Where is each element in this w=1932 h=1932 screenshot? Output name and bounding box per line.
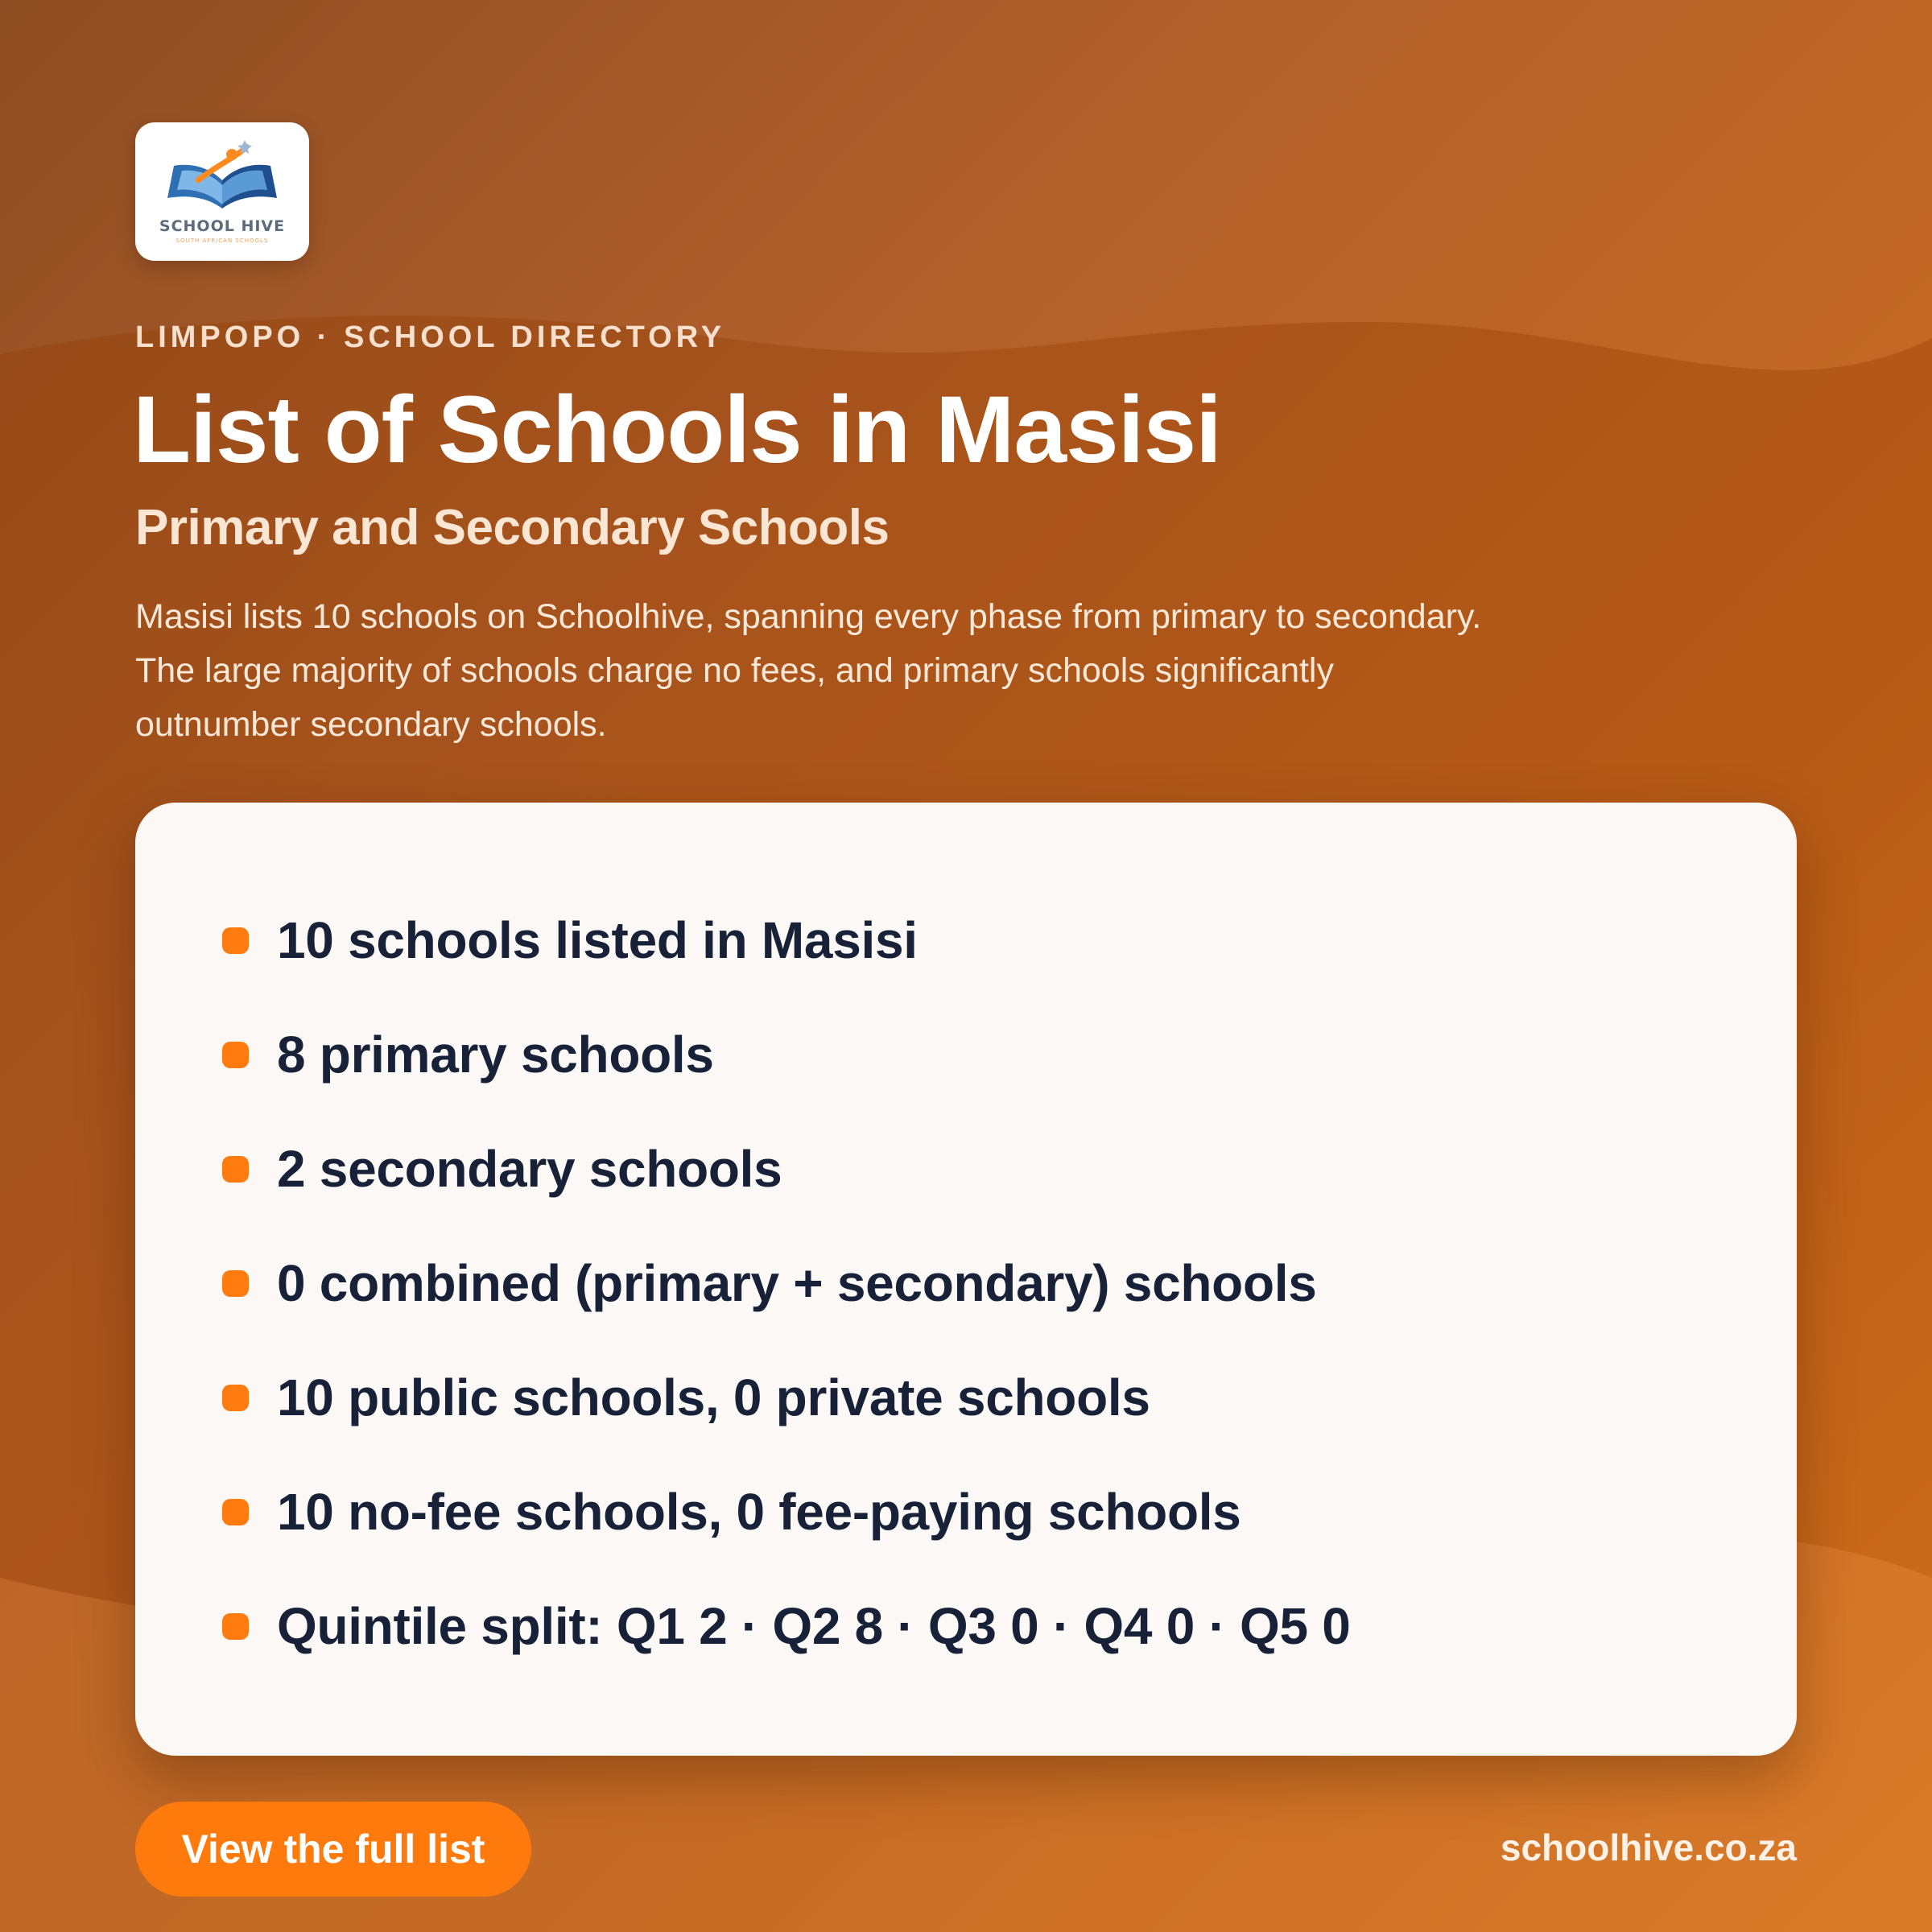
page-description: Masisi lists 10 schools on Schoolhive, spanning every phase from primary to secondary. The large majority of schools charge no fees, and primary schools significantly outnumber secondary schools. xyxy=(135,597,1482,744)
logo-wordmark: SCHOOL HIVE xyxy=(159,217,286,235)
open-book-icon xyxy=(150,132,295,221)
fact-text: Quintile split: Q1 2 · Q2 8 · Q3 0 · Q4 0 · Q5 0 xyxy=(277,1597,1351,1655)
page-subtitle: Primary and Secondary Schools xyxy=(135,500,890,555)
site-url: schoolhive.co.za xyxy=(1500,1827,1797,1868)
page-title: List of Schools in Masisi xyxy=(133,377,1221,483)
fact-text: 10 public schools, 0 private schools xyxy=(277,1368,1150,1426)
bullet-icon xyxy=(222,1270,249,1297)
bullet-icon xyxy=(222,1613,249,1640)
bullet-icon xyxy=(222,1156,249,1183)
bullet-icon xyxy=(222,1042,249,1068)
bullet-icon xyxy=(222,1385,249,1411)
fact-text: 8 primary schools xyxy=(277,1026,714,1084)
logo-tagline: SOUTH AFRICAN SCHOOLS xyxy=(175,237,269,244)
fact-text: 10 schools listed in Masisi xyxy=(277,911,918,969)
view-full-list-button[interactable]: View the full list xyxy=(135,1802,531,1897)
fact-text: 0 combined (primary + secondary) schools xyxy=(277,1254,1317,1312)
school-hive-logo xyxy=(135,122,309,261)
facts-card xyxy=(135,803,1797,1756)
fact-text: 2 secondary schools xyxy=(277,1140,782,1198)
fact-text: 10 no-fee schools, 0 fee-paying schools xyxy=(277,1483,1241,1541)
bullet-icon xyxy=(222,927,249,954)
breadcrumb-eyebrow: LIMPOPO · SCHOOL DIRECTORY xyxy=(135,320,726,354)
bullet-icon xyxy=(222,1499,249,1525)
